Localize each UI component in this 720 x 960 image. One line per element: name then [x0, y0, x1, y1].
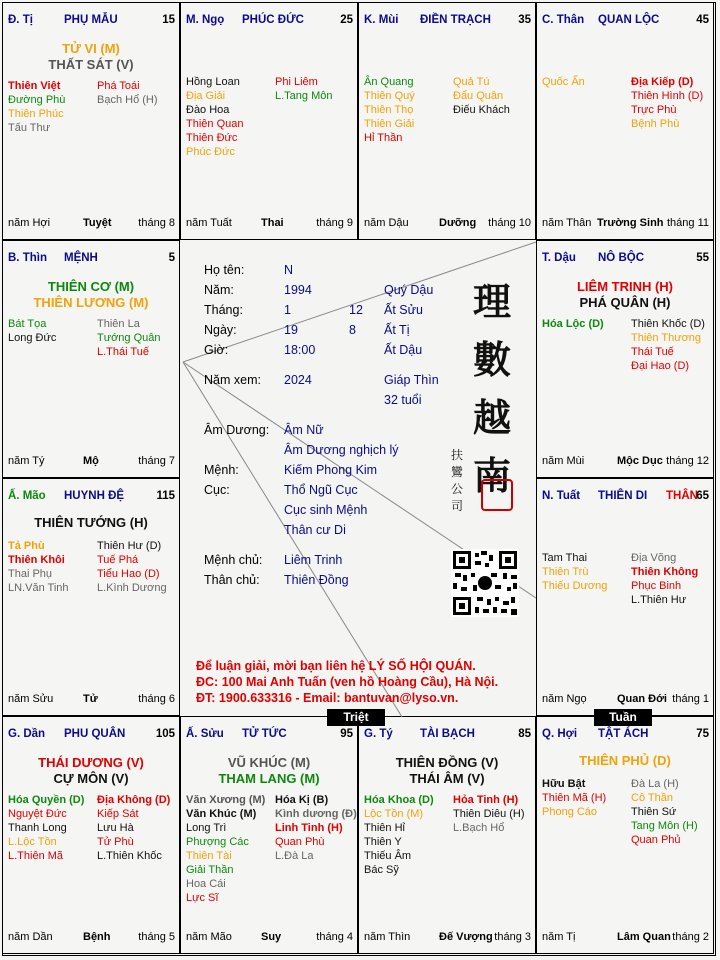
minor-star: Đường Phù — [8, 94, 66, 106]
palace-name: PHỤ MẪU — [64, 14, 118, 26]
minor-star: L.Bạch Hổ — [453, 822, 505, 834]
palace-position: Ấ. Sửu — [186, 728, 224, 740]
minor-star: Long Trì — [186, 822, 227, 834]
truong-sinh-phase: Thai — [261, 217, 284, 229]
minor-star: L.Tang Môn — [275, 90, 333, 102]
palace-name: TẬT ÁCH — [598, 728, 649, 740]
minor-star: Thiên Y — [364, 836, 402, 848]
contact-address: ĐC: 100 Mai Anh Tuấn (ven hồ Hoàng Cầu), Hà Nội. — [196, 675, 499, 689]
major-star: THÁI DƯƠNG (V) — [38, 755, 144, 770]
minor-star: Lực Sĩ — [186, 892, 219, 904]
minor-star: L.Thiên Hư — [631, 594, 687, 606]
palace-position: C. Thân — [542, 14, 585, 26]
minor-star: Hồng Loan — [186, 76, 240, 88]
palace-name: PHU QUÂN — [64, 728, 126, 740]
minor-star: Thiên Hình (D) — [631, 90, 704, 102]
minor-star: Thiên Hư (D) — [97, 540, 162, 552]
minor-star: L.Đà La — [275, 850, 314, 862]
red-seal-stamp — [481, 479, 513, 511]
minor-star: Thiên Việt — [8, 80, 61, 92]
minor-star: Thiên Thương — [631, 332, 702, 344]
palace-month: tháng 7 — [138, 455, 175, 467]
palace-name: ĐIỀN TRẠCH — [420, 14, 491, 26]
palace-year: năm Ngọ — [542, 693, 587, 705]
minor-star: Đà La (H) — [631, 778, 679, 790]
truong-sinh-phase: Quan Đới — [617, 693, 667, 705]
minor-star: Tuế Phá — [97, 554, 139, 566]
palace-position: T. Dậu — [542, 252, 576, 264]
palace-year: năm Tý — [8, 455, 45, 467]
truong-sinh-phase: Mộ — [83, 455, 99, 467]
palace-age-number: 25 — [340, 14, 353, 26]
month-label: Tháng: — [204, 303, 243, 317]
amduong-label: Âm Dương: — [204, 423, 270, 437]
truong-sinh-phase: Mộc Dục — [617, 455, 663, 467]
hour-value: 18:00 — [284, 343, 316, 357]
minor-star: Tiểu Hao (D) — [97, 568, 160, 580]
minor-star: Cô Thần — [631, 792, 673, 804]
palace-year: năm Hợi — [8, 217, 51, 229]
minor-star: Đẩu Quân — [453, 90, 504, 102]
minor-star: Nguyệt Đức — [8, 808, 67, 820]
palace-age-number: 105 — [155, 728, 175, 740]
major-star: THIÊN ĐỒNG (V) — [395, 755, 499, 770]
minor-star: Bệnh Phù — [631, 118, 680, 130]
year-can: Quý Dậu — [384, 283, 434, 297]
view-year-can: Giáp Thìn — [384, 373, 439, 387]
major-star: THẤT SÁT (V) — [48, 57, 134, 72]
palace-name: PHÚC ĐỨC — [242, 14, 304, 26]
minor-star: Kình dương (Đ) — [275, 808, 357, 820]
minor-star: Lưu Hà — [97, 822, 134, 834]
palace-age-number: 15 — [162, 14, 175, 26]
amduong-value: Âm Nữ — [284, 423, 324, 437]
minor-star: Kiếp Sát — [97, 808, 139, 820]
palace-year: năm Sửu — [8, 693, 54, 705]
minor-star: Thiếu Âm — [364, 850, 412, 862]
minor-star: Địa Không (D) — [97, 794, 171, 806]
seal-text — [451, 447, 465, 515]
minor-star: L.Thiên Mã — [8, 850, 64, 862]
than-marker: THÂN — [666, 490, 698, 502]
month-can: Ất Sửu — [384, 303, 423, 317]
minor-star: Tử Phù — [97, 836, 134, 848]
palace-age-number: 95 — [340, 728, 353, 740]
palace-year: năm Thìn — [364, 931, 411, 943]
minor-star: Địa Kiếp (D) — [631, 76, 694, 88]
minor-star: Hóa Lộc (D) — [542, 318, 604, 330]
minor-star: Địa Võng — [631, 552, 677, 564]
menh-chu-value: Liêm Trinh — [284, 553, 343, 567]
view-year-value: 2024 — [284, 373, 312, 387]
palace-month: tháng 8 — [138, 217, 175, 229]
minor-star: Hóa Quyền (D) — [8, 794, 85, 806]
minor-star: Phúc Đức — [186, 146, 235, 158]
calligraphy-title — [467, 273, 517, 505]
major-star: CỰ MÔN (V) — [53, 771, 129, 786]
palace-position: G. Dần — [8, 728, 46, 740]
minor-star: Tấu Thư — [8, 122, 51, 134]
day-can: Ất Tị — [384, 323, 410, 337]
major-star: TỬ VI (M) — [62, 41, 120, 56]
major-star: PHÁ QUÂN (H) — [579, 295, 671, 310]
major-star: THIÊN CƠ (M) — [47, 279, 135, 294]
year-label: Năm: — [204, 283, 234, 297]
contact-phone-email: ĐT: 1900.633316 - Email: bantuvan@lyso.vn. — [196, 691, 459, 705]
minor-star: LN.Văn Tinh — [8, 582, 69, 594]
minor-star: Tả Phù — [8, 540, 45, 552]
major-star: LIÊM TRINH (H) — [576, 279, 674, 294]
palace-month: tháng 5 — [138, 931, 175, 943]
palace-name: TỬ TỨC — [242, 728, 287, 740]
truong-sinh-phase: Tử — [83, 693, 98, 705]
day-label: Ngày: — [204, 323, 237, 337]
than-position: Thân cư Di — [284, 523, 346, 537]
minor-star: Thiên Đức — [186, 132, 238, 144]
palace-month: tháng 4 — [316, 931, 353, 943]
major-star: VŨ KHÚC (M) — [227, 755, 311, 770]
minor-star: Phi Liêm — [275, 76, 318, 88]
palace-month: tháng 2 — [672, 931, 709, 943]
minor-star: Quốc Ấn — [542, 76, 585, 88]
palace-year: năm Mão — [186, 931, 232, 943]
minor-star: Thiên Sứ — [631, 806, 677, 818]
palace-age-number: 5 — [168, 252, 175, 264]
minor-star: Phong Cáo — [542, 806, 598, 818]
center-info-panel — [181, 243, 537, 717]
minor-star: L.Lộc Tồn — [8, 836, 57, 848]
minor-star: Tang Môn (H) — [631, 820, 698, 832]
truong-sinh-phase: Trường Sinh — [597, 217, 664, 229]
palace-month: tháng 1 — [672, 693, 709, 705]
minor-star: Bác Sỹ — [364, 864, 399, 876]
name-label: Họ tên: — [204, 263, 245, 277]
seal-char: 鸞 — [451, 465, 464, 479]
minor-star: Thiên Trù — [542, 566, 589, 578]
minor-star: Đại Hao (D) — [631, 360, 690, 372]
than-chu-value: Thiên Đồng — [284, 573, 349, 587]
minor-star: Thiên Phúc — [8, 108, 64, 120]
minor-star: Văn Khúc (M) — [186, 808, 257, 820]
minor-star: Hoa Cái — [186, 878, 226, 890]
menh-label: Mệnh: — [204, 463, 239, 477]
truong-sinh-phase: Lâm Quan — [617, 931, 671, 943]
minor-star: Quan Phủ — [631, 834, 681, 846]
minor-star: Phượng Các — [186, 836, 249, 848]
minor-star: Thiên Thọ — [364, 104, 414, 116]
hour-label: Giờ: — [204, 343, 229, 357]
palace-age-number: 65 — [696, 490, 709, 502]
calligraphy-char: 南 — [472, 453, 511, 498]
minor-star: Tướng Quân — [97, 332, 161, 344]
seal-char: 司 — [451, 499, 464, 513]
amduong-relation: Âm Dương nghịch lý — [284, 443, 399, 457]
hour-can: Ất Dậu — [384, 343, 423, 357]
palace-position: N. Tuất — [542, 490, 581, 502]
minor-star: Quả Tú — [453, 76, 490, 88]
minor-star: Thiên Tài — [186, 850, 232, 862]
major-star: THÁI ÂM (V) — [409, 771, 485, 786]
minor-star: Long Đức — [8, 332, 57, 344]
palace-age-number: 35 — [518, 14, 531, 26]
triet-badge: Triệt — [327, 709, 385, 726]
palace-name: HUYNH ĐỆ — [64, 490, 125, 502]
minor-star: Thiên La — [97, 318, 140, 330]
minor-star: Hóa Khoa (D) — [364, 794, 434, 806]
month-value: 1 — [284, 303, 291, 317]
minor-star: Văn Xương (M) — [186, 794, 266, 806]
day-lunar: 8 — [349, 323, 356, 337]
than-chu-label: Thân chủ: — [204, 573, 260, 587]
palace-name: THIÊN DI — [598, 490, 648, 502]
age-value: 32 tuổi — [384, 393, 422, 407]
minor-star: Ân Quang — [364, 76, 414, 88]
minor-star: Thiên Mã (H) — [542, 792, 607, 804]
minor-star: Địa Giải — [186, 90, 226, 102]
palace-position: Đ. Tị — [8, 14, 33, 26]
minor-star: Giải Thần — [186, 864, 234, 876]
menh-value: Kiếm Phong Kim — [284, 463, 378, 477]
minor-star: Quan Phù — [275, 836, 325, 848]
palace-age-number: 115 — [156, 490, 175, 502]
cuc-relation: Cục sinh Mệnh — [284, 503, 368, 517]
palace-month: tháng 12 — [666, 455, 709, 467]
calligraphy-char: 越 — [472, 395, 511, 440]
palace-name: TÀI BẠCH — [420, 728, 475, 740]
palace-position: M. Ngọ — [186, 14, 225, 26]
minor-star: L.Kình Dương — [97, 582, 167, 594]
minor-star: Thiên Khôi — [8, 554, 65, 566]
minor-star: Hữu Bật — [542, 778, 586, 790]
palace-month: tháng 3 — [494, 931, 531, 943]
minor-star: Bạch Hổ (H) — [97, 94, 158, 106]
cuc-value: Thổ Ngũ Cục — [284, 483, 358, 497]
palace-year: năm Tuất — [186, 217, 232, 229]
palace-name: QUAN LỘC — [598, 14, 660, 26]
palace-year: năm Thân — [542, 217, 592, 229]
name-value: N — [284, 263, 294, 277]
minor-star: Linh Tinh (H) — [275, 822, 343, 834]
minor-star: Hỏa Tinh (H) — [453, 794, 519, 806]
palace-month: tháng 11 — [666, 217, 709, 229]
palace-age-number: 55 — [696, 252, 709, 264]
minor-star: Điếu Khách — [453, 104, 510, 116]
minor-star: Thanh Long — [8, 822, 67, 834]
major-star: THIÊN TƯỚNG (H) — [34, 515, 148, 530]
palace-position: Ấ. Mão — [8, 490, 46, 502]
palace-position: B. Thìn — [8, 252, 47, 264]
minor-star: Phục Binh — [631, 580, 682, 592]
qr-code-icon — [451, 549, 519, 617]
minor-star: Phá Toái — [97, 80, 140, 92]
minor-star: Trực Phù — [631, 104, 677, 116]
minor-star: Hỉ Thần — [364, 132, 403, 144]
palace-position: G. Tý — [364, 728, 393, 740]
minor-star: Hóa Kị (B) — [275, 794, 329, 806]
minor-star: L.Thiên Khốc — [97, 850, 162, 862]
palace-position: Q. Hợi — [542, 728, 578, 740]
tuan-badge: Tuần — [594, 709, 652, 726]
month-lunar: 12 — [349, 303, 363, 317]
minor-star: Thiên Diêu (H) — [453, 808, 525, 820]
minor-star: Bát Tọa — [8, 318, 47, 330]
truong-sinh-phase: Dưỡng — [439, 217, 477, 229]
truong-sinh-phase: Đế Vượng — [439, 931, 493, 943]
major-star: THIÊN PHỦ (D) — [579, 753, 671, 768]
palace-age-number: 85 — [518, 728, 531, 740]
minor-star: Thiên Hỉ — [364, 822, 405, 834]
minor-star: L.Thái Tuế — [97, 346, 149, 358]
minor-star: Thiên Quan — [186, 118, 244, 130]
palace-year: năm Mùi — [542, 455, 585, 467]
palace-month: tháng 10 — [488, 217, 531, 229]
calligraphy-char: 理 — [472, 279, 511, 324]
minor-star: Thiên Không — [631, 566, 699, 578]
palace-name: NÔ BỘC — [598, 252, 644, 264]
day-value: 19 — [284, 323, 298, 337]
palace-month: tháng 9 — [316, 217, 353, 229]
menh-chu-label: Mệnh chủ: — [204, 553, 263, 567]
truong-sinh-phase: Suy — [261, 931, 282, 943]
palace-year: năm Dần — [8, 931, 53, 943]
palace-year: năm Dậu — [364, 217, 409, 229]
seal-char: 扶 — [451, 448, 464, 462]
major-star: THIÊN LƯƠNG (M) — [33, 295, 149, 310]
palace-name: MỆNH — [64, 252, 98, 264]
year-value: 1994 — [284, 283, 312, 297]
minor-star: Thái Tuế — [631, 346, 674, 358]
truong-sinh-phase: Bệnh — [83, 931, 111, 943]
minor-star: Đào Hoa — [186, 104, 230, 116]
minor-star: Thiên Khốc (D) — [631, 318, 705, 330]
calligraphy-char: 數 — [472, 337, 511, 382]
truong-sinh-phase: Tuyệt — [83, 217, 112, 229]
minor-star: Thai Phụ — [8, 568, 53, 580]
minor-star: Thiên Quý — [364, 90, 415, 102]
palace-position: K. Mùi — [364, 14, 399, 26]
palace-age-number: 75 — [696, 728, 709, 740]
palace-month: tháng 6 — [138, 693, 175, 705]
contact-line-1: Để luận giải, mời bạn liên hệ LÝ SỐ HỘI QUÁN. — [196, 659, 476, 673]
minor-star: Thiên Giải — [364, 118, 415, 130]
minor-star: Lộc Tồn (M) — [364, 808, 424, 820]
cuc-label: Cục: — [204, 483, 230, 497]
view-year-label: Năm xem: — [204, 373, 261, 387]
minor-star: Tam Thai — [542, 552, 588, 564]
palace-age-number: 45 — [696, 14, 709, 26]
palace-year: năm Tị — [542, 931, 576, 943]
major-star: THAM LANG (M) — [218, 771, 320, 786]
seal-char: 公 — [451, 482, 464, 496]
minor-star: Thiếu Dương — [542, 580, 608, 592]
